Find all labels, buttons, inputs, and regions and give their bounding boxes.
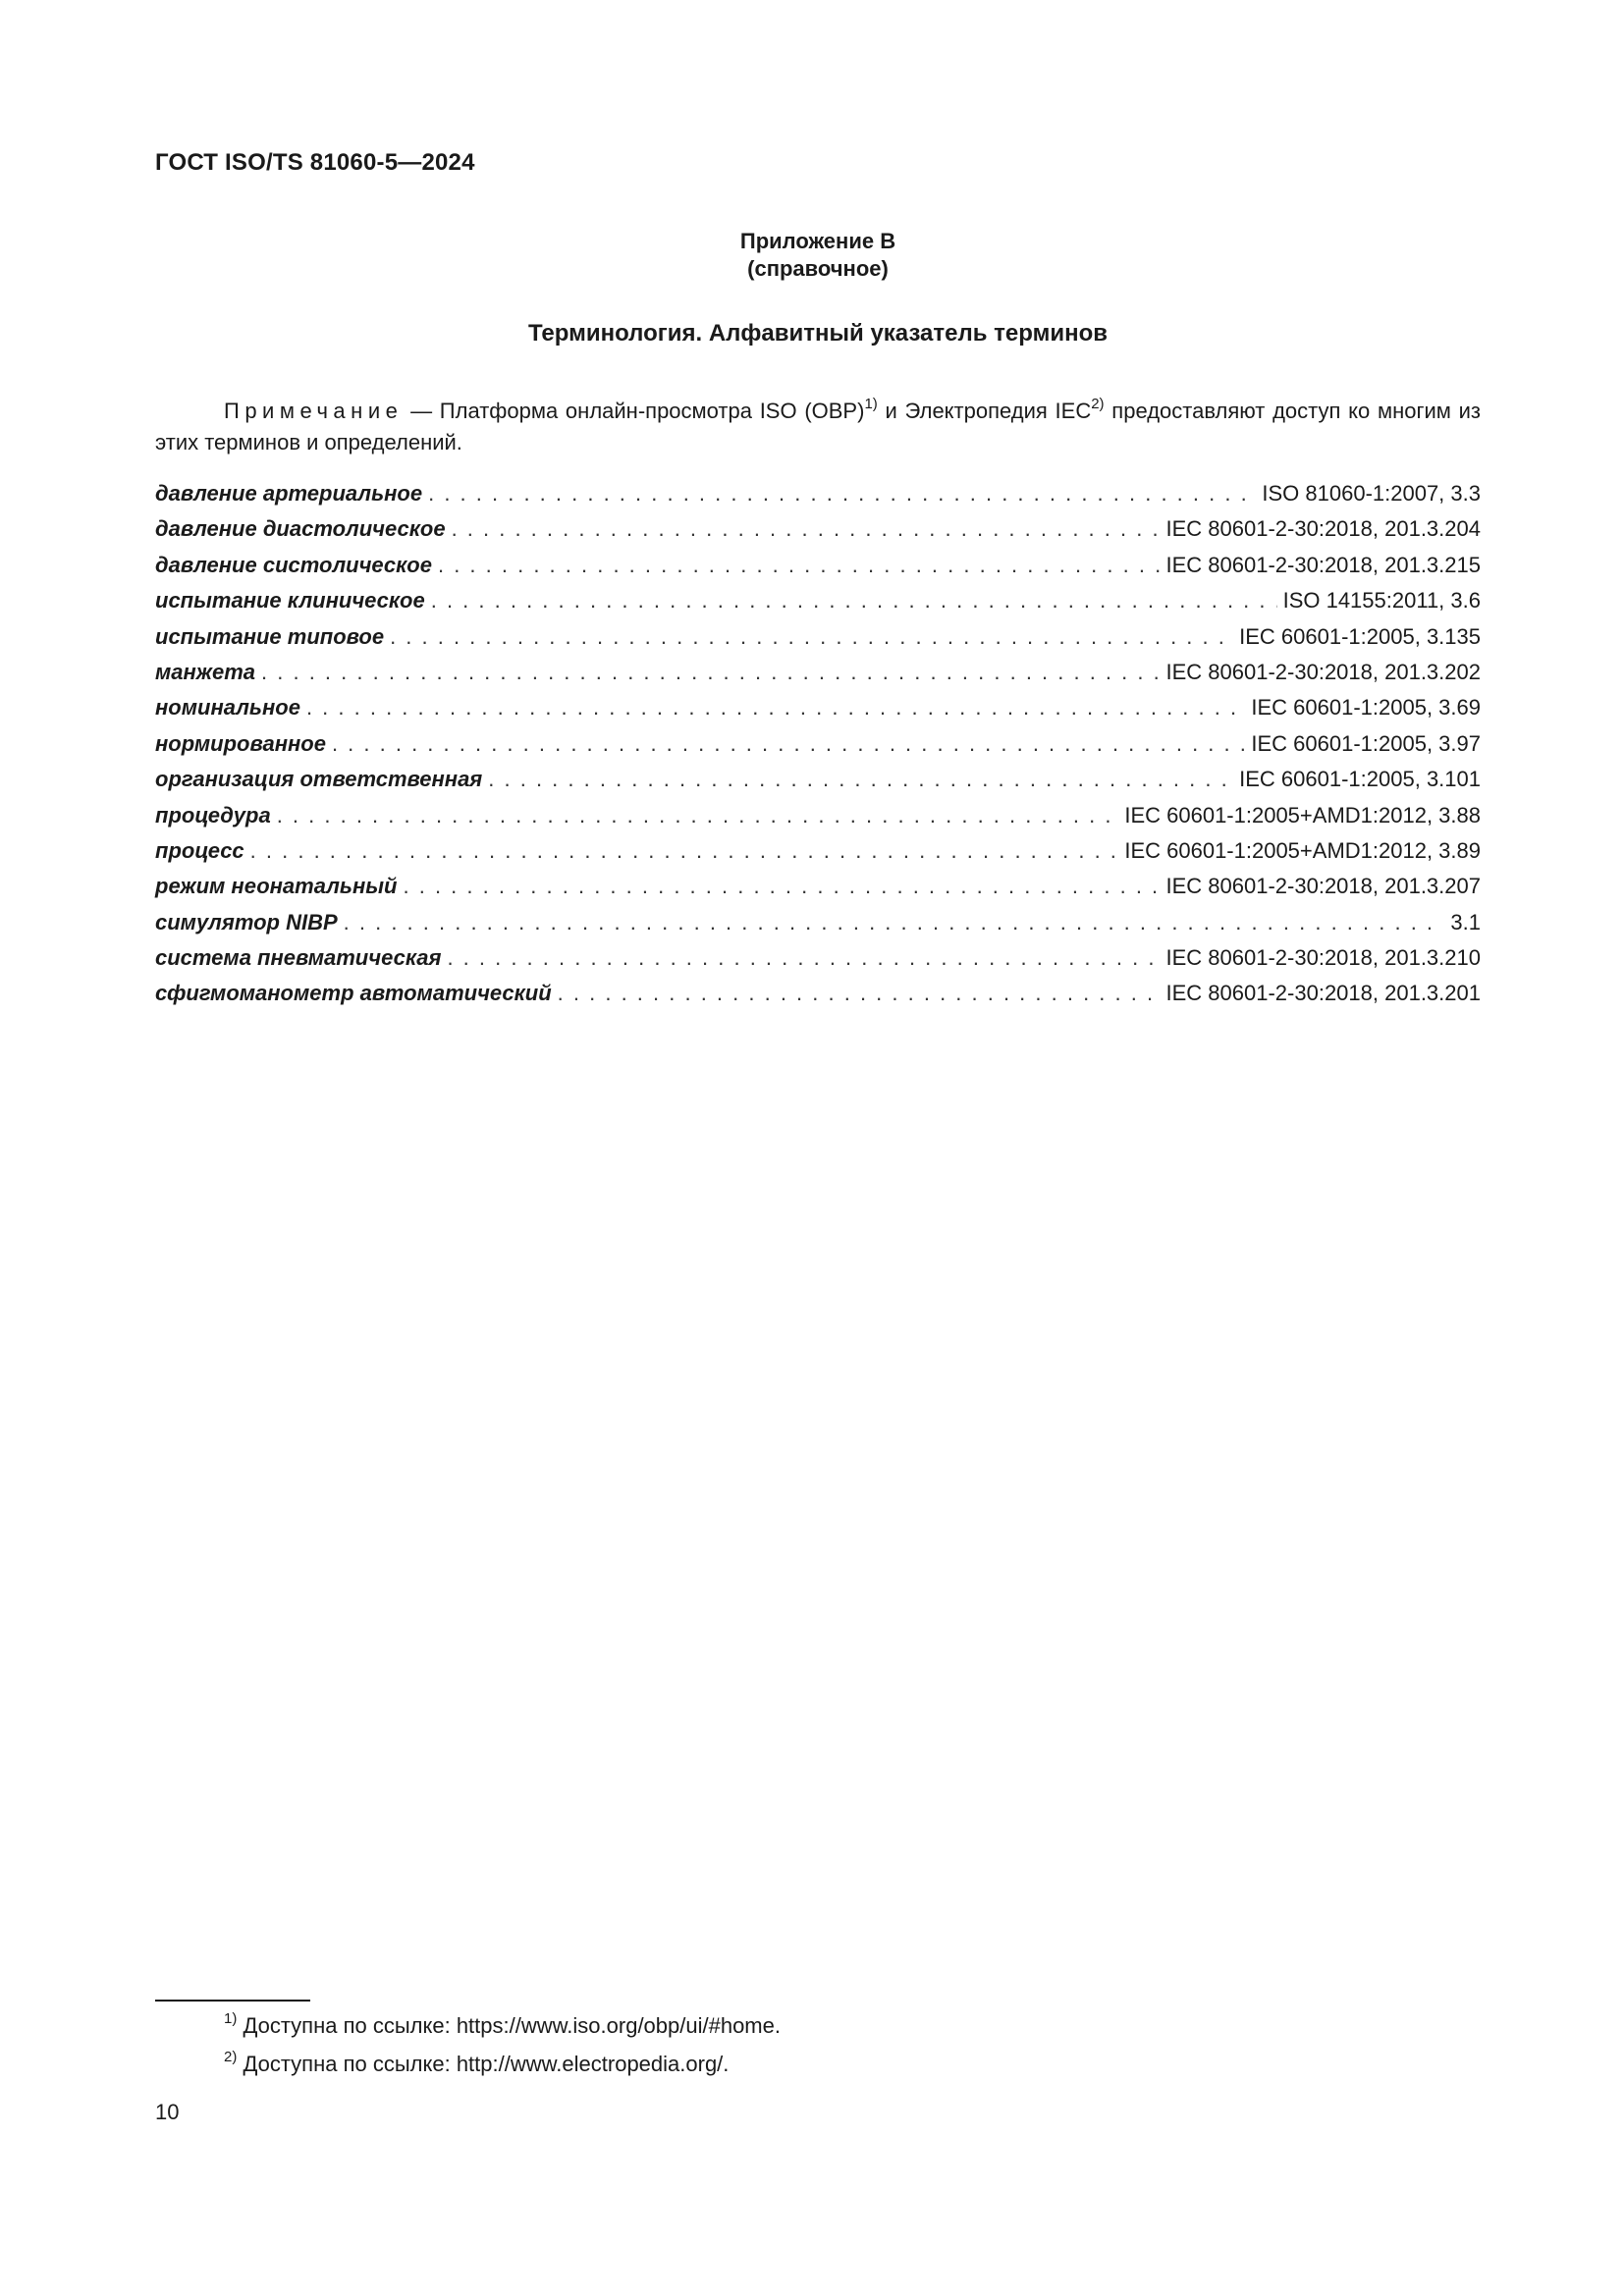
term-entry — [155, 588, 1481, 623]
term-name: испытание типовое — [155, 623, 385, 649]
dot-leader — [332, 731, 1245, 757]
term-entry — [155, 945, 1481, 981]
term-name: испытание клиническое — [155, 588, 425, 614]
dot-leader — [452, 516, 1161, 542]
term-reference: IEC 60601-1:2005, 3.135 — [1239, 623, 1481, 649]
term-name: система пневматическая — [155, 945, 442, 971]
footnote-2 — [224, 2048, 730, 2077]
term-index-list — [155, 481, 1481, 1017]
term-reference: IEC 60601-1:2005, 3.97 — [1251, 730, 1481, 756]
annex-title: Терминология. Алфавитный указатель терминов — [527, 320, 1109, 347]
term-reference: IEC 60601-1:2005, 3.69 — [1251, 695, 1481, 721]
footnote-2-mark: 2) — [224, 2048, 238, 2065]
document-id-header: ГОСТ ISO/TS 81060-5—2024 — [155, 149, 475, 176]
dot-leader — [404, 874, 1161, 899]
term-reference: IEC 80601-2-30:2018, 201.3.204 — [1165, 516, 1481, 542]
term-name: давление систолическое — [155, 552, 432, 577]
footnote-separator — [155, 2000, 310, 2002]
note-paragraph — [155, 396, 1481, 458]
dot-leader — [277, 803, 1119, 828]
term-entry — [155, 874, 1481, 909]
term-name: процедура — [155, 802, 271, 828]
note-footnote-ref-1[interactable]: 1) — [864, 395, 878, 412]
term-entry — [155, 516, 1481, 552]
footnote-2-text: Доступна по ссылке: http://www.electropedia.org/. — [237, 2052, 730, 2076]
dot-leader — [306, 695, 1245, 721]
term-reference: IEC 80601-2-30:2018, 201.3.202 — [1165, 659, 1481, 684]
term-entry — [155, 731, 1481, 767]
footnote-1-text: Доступна по ссылке: https://www.iso.org/obp/ui/#home. — [237, 2013, 781, 2038]
dot-leader — [488, 767, 1233, 792]
note-footnote-ref-2[interactable]: 2) — [1091, 395, 1105, 412]
term-reference: ISO 14155:2011, 3.6 — [1282, 588, 1481, 614]
dot-leader — [390, 624, 1233, 650]
dot-leader — [261, 660, 1160, 685]
term-entry — [155, 695, 1481, 730]
annex-heading — [155, 228, 1481, 283]
term-entry — [155, 803, 1481, 838]
term-entry — [155, 767, 1481, 802]
term-entry — [155, 660, 1481, 695]
note-text-part3: предоставляют доступ ко многим из этих терминов и определений. — [155, 399, 1482, 454]
annex-label: Приложение В — [739, 229, 896, 253]
dot-leader — [428, 481, 1256, 507]
term-entry — [155, 838, 1481, 874]
term-entry — [155, 981, 1481, 1016]
term-name: режим неонатальный — [155, 874, 398, 899]
term-entry — [155, 553, 1481, 588]
footnote-1-mark: 1) — [224, 2009, 238, 2027]
dot-leader — [250, 838, 1119, 864]
term-reference: IEC 60601-1:2005, 3.101 — [1239, 767, 1481, 792]
term-name: номинальное — [155, 695, 300, 721]
term-reference: 3.1 — [1450, 909, 1481, 934]
term-reference: IEC 60601-1:2005+AMD1:2012, 3.88 — [1124, 802, 1481, 828]
term-name: давление артериальное — [155, 481, 423, 506]
footnote-1 — [224, 2009, 781, 2039]
dot-leader — [438, 553, 1161, 578]
term-name: манжета — [155, 659, 256, 684]
term-reference: ISO 81060-1:2007, 3.3 — [1262, 481, 1481, 506]
term-name: сфигмоманометр автоматический — [155, 981, 552, 1006]
term-name: нормированное — [155, 730, 326, 756]
term-reference: IEC 80601-2-30:2018, 201.3.210 — [1165, 945, 1481, 971]
term-name: организация ответственная — [155, 767, 483, 792]
term-reference: IEC 80601-2-30:2018, 201.3.201 — [1165, 981, 1481, 1006]
dot-leader — [447, 945, 1160, 971]
term-entry — [155, 481, 1481, 516]
dot-leader — [558, 981, 1161, 1006]
note-text-part1: — Платформа онлайн-просмотра ISO (OBP) — [403, 399, 865, 423]
term-reference: IEC 60601-1:2005+AMD1:2012, 3.89 — [1124, 837, 1481, 863]
term-reference: IEC 80601-2-30:2018, 201.3.207 — [1165, 874, 1481, 899]
term-name: симулятор NIBP — [155, 909, 338, 934]
dot-leader — [344, 910, 1445, 935]
term-entry — [155, 910, 1481, 945]
page-number: 10 — [155, 2100, 180, 2124]
note-text-part2: и Электропедия IEC — [877, 399, 1092, 423]
annex-type: (справочное) — [747, 256, 889, 281]
term-reference: IEC 80601-2-30:2018, 201.3.215 — [1165, 552, 1481, 577]
term-name: процесс — [155, 837, 244, 863]
term-entry — [155, 624, 1481, 660]
term-name: давление диастолическое — [155, 516, 446, 542]
dot-leader — [431, 588, 1277, 614]
note-label: Примечание — [224, 399, 404, 423]
